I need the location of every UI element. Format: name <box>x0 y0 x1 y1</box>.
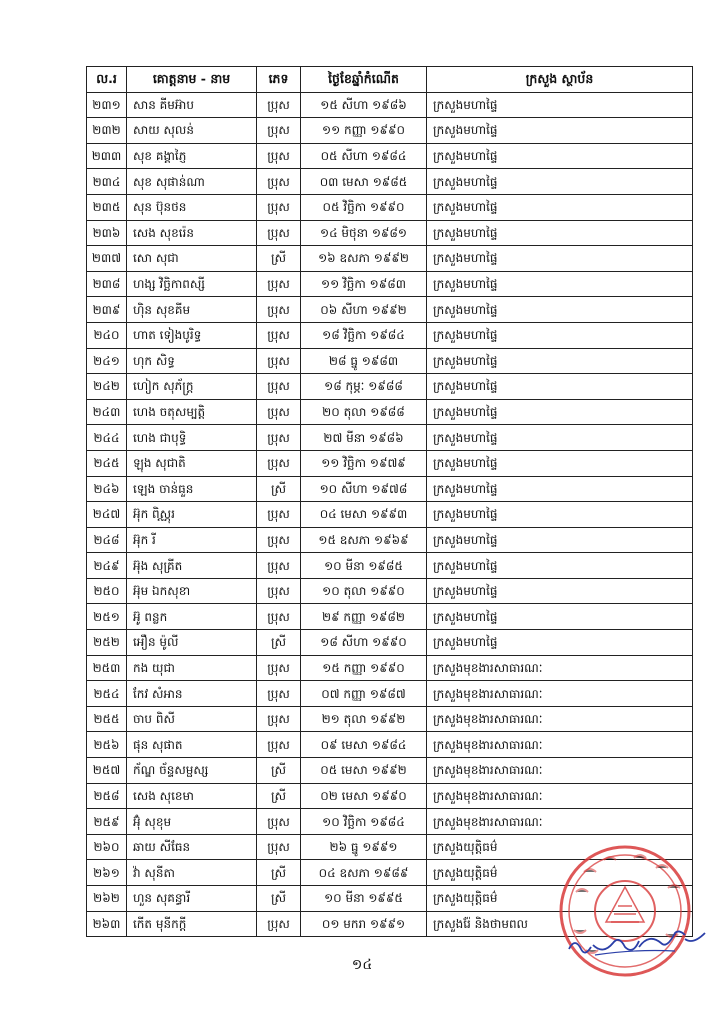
cell-number: ២៤៨ <box>87 527 127 553</box>
table-row <box>87 348 693 374</box>
table-row <box>87 425 693 451</box>
cell-sex: ប្រុស <box>257 194 301 220</box>
cell-date-of-birth: ០៥ មេសា ១៩៩២ <box>301 758 427 784</box>
cell-name: ហេង ចតុសម្បត្តិ <box>127 399 257 425</box>
cell-ministry: ក្រសួងមហាផ្ទៃ <box>427 399 693 425</box>
table-row <box>87 732 693 758</box>
table-row <box>87 322 693 348</box>
cell-ministry: ក្រសួងមហាផ្ទៃ <box>427 118 693 144</box>
cell-number: ២៤៤ <box>87 425 127 451</box>
cell-sex: ប្រុស <box>257 220 301 246</box>
cell-ministry: ក្រសួងមហាផ្ទៃ <box>427 578 693 604</box>
table-row <box>87 630 693 656</box>
table-row <box>87 246 693 272</box>
cell-name: ហង្ស វិច្ឆិកាពស្សី <box>127 271 257 297</box>
cell-ministry: ក្រសួងមហាផ្ទៃ <box>427 450 693 476</box>
cell-date-of-birth: ១៨ សីហា ១៩៩០ <box>301 630 427 656</box>
cell-date-of-birth: ០៤ ឧសភា ១៩៨៩ <box>301 860 427 886</box>
cell-sex: ប្រុស <box>257 374 301 400</box>
cell-ministry: ក្រសួងមុខងារសាធារណៈ <box>427 655 693 681</box>
cell-date-of-birth: ១១ វិច្ឆិកា ១៩៨៣ <box>301 271 427 297</box>
cell-name: សេង សុខេមា <box>127 783 257 809</box>
cell-sex: ប្រុស <box>257 297 301 323</box>
cell-date-of-birth: ២៧ មីនា ១៩៨៦ <box>301 425 427 451</box>
cell-sex: ស្រី <box>257 783 301 809</box>
cell-ministry: ក្រសួងមហាផ្ទៃ <box>427 297 693 323</box>
cell-number: ២៤៥ <box>87 450 127 476</box>
table-row <box>87 92 693 118</box>
header-name: គោត្តនាម - នាម <box>127 67 257 93</box>
table-row <box>87 758 693 784</box>
cell-sex: ប្រុស <box>257 348 301 374</box>
cell-ministry: ក្រសួងមហាផ្ទៃ <box>427 348 693 374</box>
table-row <box>87 578 693 604</box>
cell-date-of-birth: ១៨ វិច្ឆិកា ១៩៨៤ <box>301 322 427 348</box>
cell-sex: ប្រុស <box>257 425 301 451</box>
cell-name: ហួន សុគន្ធារី <box>127 886 257 912</box>
table-row <box>87 604 693 630</box>
cell-ministry: ក្រសួងមហាផ្ទៃ <box>427 271 693 297</box>
cell-name: សាន គីមអ៊ាប <box>127 92 257 118</box>
cell-ministry: ក្រសួងមហាផ្ទៃ <box>427 630 693 656</box>
cell-ministry: ក្រសួងមហាផ្ទៃ <box>427 169 693 195</box>
cell-sex: ស្រី <box>257 246 301 272</box>
cell-date-of-birth: ០៥ សីហា ១៩៨៤ <box>301 143 427 169</box>
cell-sex: ប្រុស <box>257 604 301 630</box>
cell-date-of-birth: ១០ វិច្ឆិកា ១៩៨៤ <box>301 809 427 835</box>
cell-date-of-birth: ១០ តុលា ១៩៩០ <box>301 578 427 604</box>
header-date-of-birth: ថ្ងៃខែឆ្នាំកំណើត <box>301 67 427 93</box>
cell-sex: ប្រុស <box>257 143 301 169</box>
table-row <box>87 655 693 681</box>
cell-date-of-birth: ២០ តុលា ១៩៨៨ <box>301 399 427 425</box>
cell-date-of-birth: ១១ វិច្ឆិកា ១៩៧៩ <box>301 450 427 476</box>
cell-number: ២៣៣ <box>87 143 127 169</box>
cell-name: អ៊ុង សុគ្រីត <box>127 553 257 579</box>
cell-date-of-birth: ១៦ ឧសភា ១៩៩២ <box>301 246 427 272</box>
cell-date-of-birth: ១៨ កុម្ភៈ ១៩៨៨ <box>301 374 427 400</box>
header-ministry: ក្រសួង ស្ថាប័ន <box>427 67 693 93</box>
cell-ministry: ក្រសួងមុខងារសាធារណៈ <box>427 706 693 732</box>
cell-name: សុខ សុផាន់ណា <box>127 169 257 195</box>
cell-number: ២៥៨ <box>87 783 127 809</box>
cell-sex: ស្រី <box>257 886 301 912</box>
cell-sex: ប្រុស <box>257 118 301 144</box>
cell-ministry: ក្រសួងយុត្តិធម៌ <box>427 860 693 886</box>
cell-name: ផុន សុផាត <box>127 732 257 758</box>
cell-sex: ប្រុស <box>257 732 301 758</box>
table-row <box>87 450 693 476</box>
cell-number: ២៥៣ <box>87 655 127 681</box>
cell-sex: ប្រុស <box>257 527 301 553</box>
table-row <box>87 706 693 732</box>
cell-ministry: ក្រសួងមហាផ្ទៃ <box>427 425 693 451</box>
cell-date-of-birth: ០៣ មេសា ១៩៨៥ <box>301 169 427 195</box>
cell-sex: ប្រុស <box>257 681 301 707</box>
cell-ministry: ក្រសួងមហាផ្ទៃ <box>427 604 693 630</box>
header-number: ល.រ <box>87 67 127 93</box>
cell-sex: ប្រុស <box>257 911 301 937</box>
table-header-row <box>87 67 693 93</box>
cell-ministry: ក្រសួងមុខងារសាធារណៈ <box>427 732 693 758</box>
table-row <box>87 297 693 323</box>
cell-ministry: ក្រសួងមុខងារសាធារណៈ <box>427 681 693 707</box>
cell-name: ហុក សិទ្ធ <box>127 348 257 374</box>
cell-date-of-birth: ២៩ កញ្ញា ១៩៨២ <box>301 604 427 630</box>
cell-ministry: ក្រសួងមហាផ្ទៃ <box>427 322 693 348</box>
cell-date-of-birth: ០២ មេសា ១៩៩០ <box>301 783 427 809</box>
table-row <box>87 143 693 169</box>
cell-number: ២៦២ <box>87 886 127 912</box>
cell-sex: ប្រុស <box>257 169 301 195</box>
cell-sex: ប្រុស <box>257 834 301 860</box>
cell-number: ២៥៤ <box>87 681 127 707</box>
cell-ministry: ក្រសួងយុត្តិធម៌ <box>427 886 693 912</box>
cell-sex: ប្រុស <box>257 553 301 579</box>
cell-date-of-birth: ០៩ មេសា ១៩៨៤ <box>301 732 427 758</box>
header-sex: ភេទ <box>257 67 301 93</box>
cell-name: សុន ប៊ុនថន <box>127 194 257 220</box>
cell-ministry: ក្រសួងមហាផ្ទៃ <box>427 194 693 220</box>
cell-number: ២៦៣ <box>87 911 127 937</box>
cell-date-of-birth: ២៦ ធ្នូ ១៩៩១ <box>301 834 427 860</box>
page-number: ១៤ <box>351 957 373 973</box>
table-row <box>87 118 693 144</box>
cell-date-of-birth: ០១ មករា ១៩៩១ <box>301 911 427 937</box>
table-row <box>87 681 693 707</box>
table-row <box>87 194 693 220</box>
cell-date-of-birth: ១៥ សីហា ១៩៨៦ <box>301 92 427 118</box>
cell-name: ហ៊ិន សុខគីម <box>127 297 257 323</box>
cell-date-of-birth: ០៥ វិច្ឆិកា ១៩៩០ <box>301 194 427 220</box>
cell-sex: ប្រុស <box>257 271 301 297</box>
cell-name: ហេង ជាបុទ្ធិ <box>127 425 257 451</box>
table-row <box>87 169 693 195</box>
cell-sex: ស្រី <box>257 630 301 656</box>
cell-name: ក័ណ្ឌ ច័ន្ទសម្ផស្ស <box>127 758 257 784</box>
table-row <box>87 527 693 553</box>
cell-ministry: ក្រសួងរ៉ែ និងថាមពល <box>427 911 693 937</box>
cell-number: ២៥៩ <box>87 809 127 835</box>
cell-ministry: ក្រសួងមហាផ្ទៃ <box>427 502 693 528</box>
cell-ministry: ក្រសួងយុត្តិធម៌ <box>427 834 693 860</box>
cell-sex: ប្រុស <box>257 655 301 681</box>
cell-sex: ប្រុស <box>257 706 301 732</box>
cell-date-of-birth: ០៧ កញ្ញា ១៩៨៧ <box>301 681 427 707</box>
cell-ministry: ក្រសួងមហាផ្ទៃ <box>427 143 693 169</box>
cell-sex: ប្រុស <box>257 450 301 476</box>
table-row <box>87 271 693 297</box>
cell-ministry: ក្រសួងមហាផ្ទៃ <box>427 92 693 118</box>
cell-number: ២៥២ <box>87 630 127 656</box>
officials-table <box>86 66 693 937</box>
table-row <box>87 476 693 502</box>
cell-name: កង យុជា <box>127 655 257 681</box>
cell-ministry: ក្រសួងមុខងារសាធារណៈ <box>427 809 693 835</box>
table-row <box>87 809 693 835</box>
cell-number: ២៣៧ <box>87 246 127 272</box>
cell-number: ២៥៧ <box>87 758 127 784</box>
signature <box>565 925 715 965</box>
cell-number: ២៣៥ <box>87 194 127 220</box>
cell-number: ២៤៧ <box>87 502 127 528</box>
cell-sex: ប្រុស <box>257 322 301 348</box>
cell-name: អ៊ូ ពន្លក <box>127 604 257 630</box>
cell-number: ២៤៣ <box>87 399 127 425</box>
cell-date-of-birth: ១០ សីហា ១៩៧៨ <box>301 476 427 502</box>
cell-sex: ស្រី <box>257 758 301 784</box>
cell-name: អ៊ុំ សុខុម <box>127 809 257 835</box>
cell-ministry: ក្រសួងមហាផ្ទៃ <box>427 374 693 400</box>
cell-number: ២៣៦ <box>87 220 127 246</box>
table-row <box>87 502 693 528</box>
cell-name: ចាប ពិសី <box>127 706 257 732</box>
cell-name: ឡេង ចាន់ធួន <box>127 476 257 502</box>
cell-number: ២៦១ <box>87 860 127 886</box>
cell-date-of-birth: ១៥ កញ្ញា ១៩៩០ <box>301 655 427 681</box>
cell-name: អ៊ុម ឯកសុខា <box>127 578 257 604</box>
cell-ministry: ក្រសួងមហាផ្ទៃ <box>427 527 693 553</box>
cell-date-of-birth: ១០ មីនា ១៩៩៥ <box>301 886 427 912</box>
cell-ministry: ក្រសួងមហាផ្ទៃ <box>427 220 693 246</box>
cell-name: សាយ សុលន់ <box>127 118 257 144</box>
cell-sex: ស្រី <box>257 476 301 502</box>
table-row <box>87 220 693 246</box>
table-row <box>87 553 693 579</box>
cell-number: ២៣២ <box>87 118 127 144</box>
cell-date-of-birth: ១៤ មិថុនា ១៩៨១ <box>301 220 427 246</box>
cell-number: ២៣១ <box>87 92 127 118</box>
cell-name: សេង សុខរ៉េន <box>127 220 257 246</box>
cell-number: ២៤២ <box>87 374 127 400</box>
cell-sex: ស្រី <box>257 860 301 886</box>
cell-name: ឆាយ សីធែន <box>127 834 257 860</box>
cell-name: ឡុង សុជាតិ <box>127 450 257 476</box>
cell-ministry: ក្រសួងមុខងារសាធារណៈ <box>427 783 693 809</box>
table-row <box>87 783 693 809</box>
cell-date-of-birth: ២៨ ធ្នូ ១៩៨៣ <box>301 348 427 374</box>
cell-number: ២៣៤ <box>87 169 127 195</box>
cell-date-of-birth: ០៦ សីហា ១៩៩២ <box>301 297 427 323</box>
cell-sex: ប្រុស <box>257 92 301 118</box>
cell-number: ២៥៦ <box>87 732 127 758</box>
cell-number: ២៥១ <box>87 604 127 630</box>
cell-name: សុខ គង្គាភ្ញៃ <box>127 143 257 169</box>
cell-name: កើត មុនីកក្តី <box>127 911 257 937</box>
cell-number: ២៣៩ <box>87 297 127 323</box>
cell-name: អ៊ុក ពិស្ណុរ <box>127 502 257 528</box>
cell-ministry: ក្រសួងមហាផ្ទៃ <box>427 246 693 272</box>
cell-date-of-birth: ១០ មីនា ១៩៨៥ <box>301 553 427 579</box>
cell-sex: ប្រុស <box>257 578 301 604</box>
cell-date-of-birth: ១៥ ឧសភា ១៩៦៩ <box>301 527 427 553</box>
cell-ministry: ក្រសួងមុខងារសាធារណៈ <box>427 758 693 784</box>
cell-number: ២៤៩ <box>87 553 127 579</box>
cell-number: ២៤០ <box>87 322 127 348</box>
cell-number: ២៤៦ <box>87 476 127 502</box>
table-row <box>87 399 693 425</box>
cell-name: ហៀក សុភ័ក្ត្រ <box>127 374 257 400</box>
cell-number: ២៤១ <box>87 348 127 374</box>
cell-sex: ប្រុស <box>257 502 301 528</box>
table-row <box>87 374 693 400</box>
cell-date-of-birth: ១១ កញ្ញា ១៩៩០ <box>301 118 427 144</box>
cell-name: វ៉ា សុនីតា <box>127 860 257 886</box>
cell-name: ហាត ទៀងបូរិទ្ធ <box>127 322 257 348</box>
cell-number: ២៥០ <box>87 578 127 604</box>
cell-name: អឿន ម៉ូលី <box>127 630 257 656</box>
cell-number: ២៥៥ <box>87 706 127 732</box>
cell-name: អ៊ុក រី <box>127 527 257 553</box>
cell-ministry: ក្រសួងមហាផ្ទៃ <box>427 476 693 502</box>
cell-date-of-birth: ២១ តុលា ១៩៩២ <box>301 706 427 732</box>
cell-sex: ប្រុស <box>257 809 301 835</box>
cell-date-of-birth: ០៤ មេសា ១៩៩៣ <box>301 502 427 528</box>
cell-number: ២៦០ <box>87 834 127 860</box>
cell-sex: ប្រុស <box>257 399 301 425</box>
cell-name: សោ សុជា <box>127 246 257 272</box>
cell-name: កែវ សំអាន <box>127 681 257 707</box>
cell-number: ២៣៨ <box>87 271 127 297</box>
cell-ministry: ក្រសួងមហាផ្ទៃ <box>427 553 693 579</box>
